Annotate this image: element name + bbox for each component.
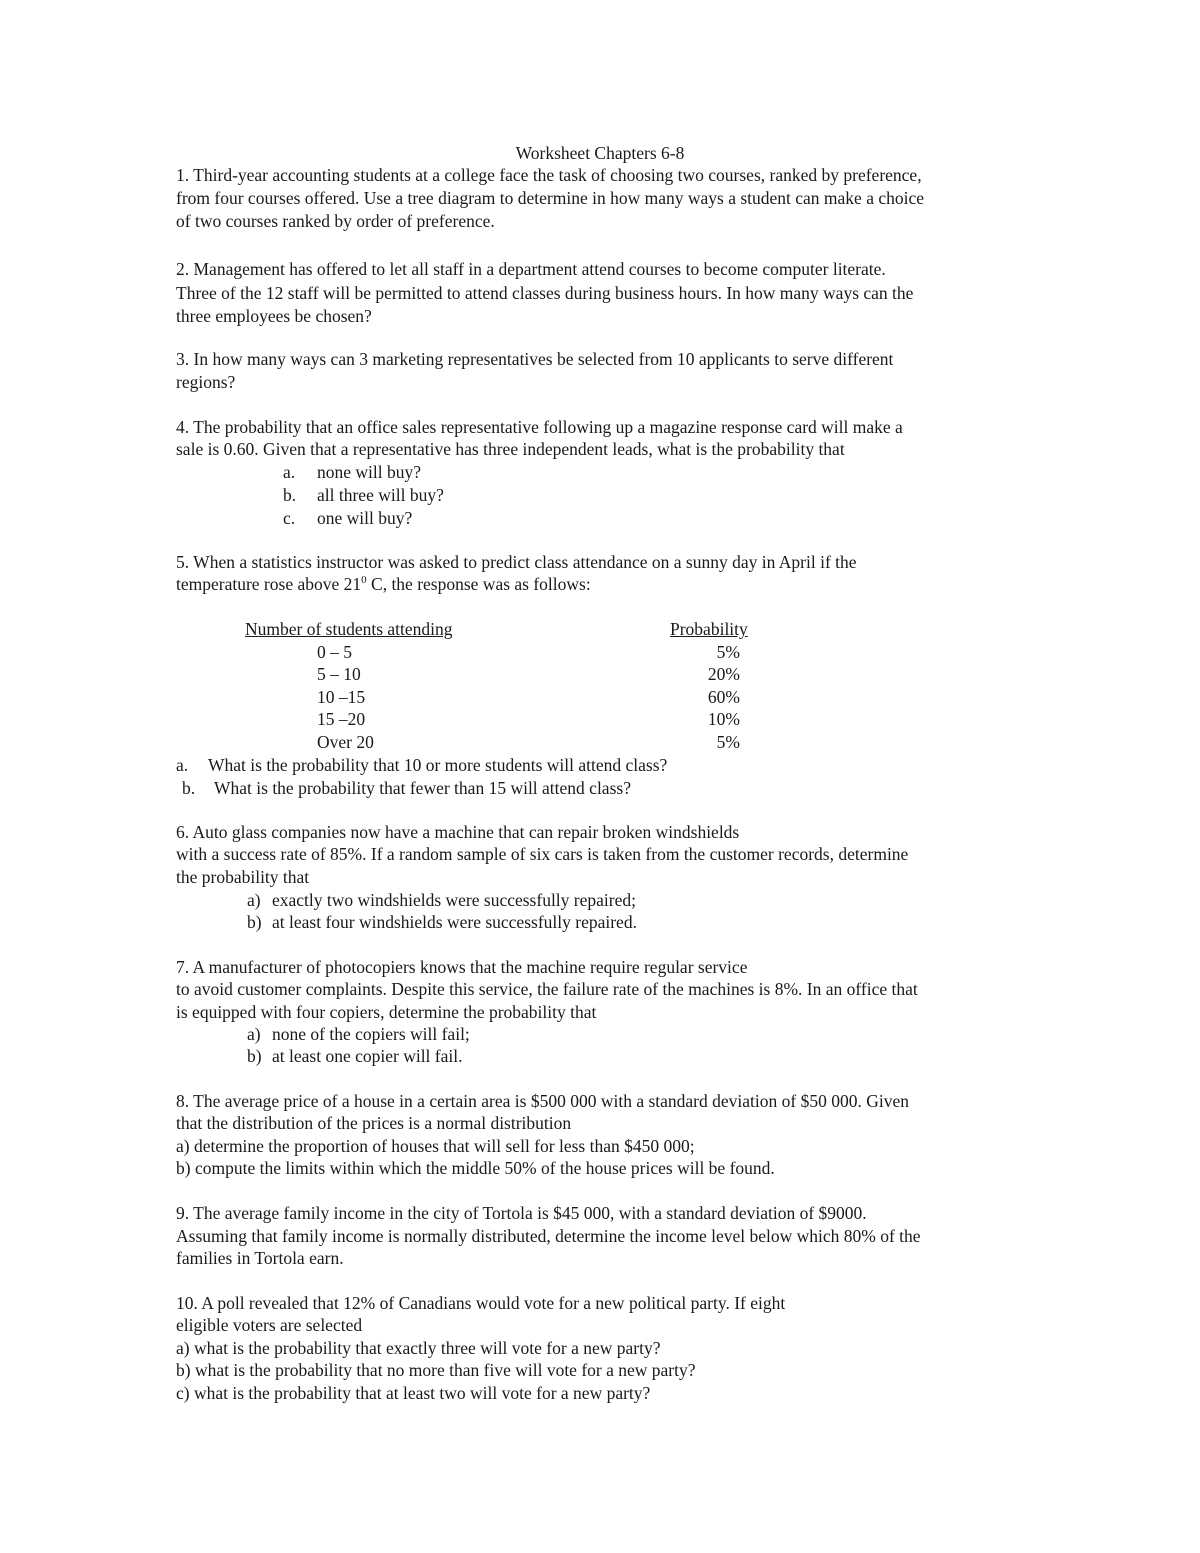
degree-superscript: 0 <box>361 574 367 587</box>
question-10-line: c) what is the probability that at least two will vote for a new party? <box>176 1383 651 1403</box>
question-6-part-label: b) <box>247 912 262 932</box>
page-title: Worksheet Chapters 6-8 <box>515 143 685 163</box>
question-5-part-text: What is the probability that fewer than 15 will attend class? <box>214 778 631 798</box>
question-2-line: three employees be chosen? <box>176 306 372 326</box>
question-4-part-label: a. <box>283 462 296 482</box>
question-1-line: 1. Third-year accounting students at a college face the task of choosing two courses, ranked by preference, <box>176 165 922 185</box>
table-header-probability: Probability <box>670 619 748 639</box>
question-5-part-label: b. <box>182 778 196 798</box>
question-10-line: a) what is the probability that exactly three will vote for a new party? <box>176 1338 661 1358</box>
table-cell-range: 15 –20 <box>317 709 366 729</box>
question-6-line: 6. Auto glass companies now have a machine that can repair broken windshields <box>176 822 740 842</box>
table-cell-range: 0 – 5 <box>317 642 352 662</box>
question-8-line: a) determine the proportion of houses that will sell for less than $450 000; <box>176 1136 695 1156</box>
question-4-line: sale is 0.60. Given that a representative has three independent leads, what is the probability that <box>176 439 845 459</box>
question-6-line: the probability that <box>176 867 310 887</box>
question-2-line: Three of the 12 staff will be permitted to attend classes during business hours. In how many ways can the <box>176 283 914 303</box>
table-cell-prob: 5% <box>716 642 740 662</box>
question-5-line: 5. When a statistics instructor was asked to predict class attendance on a sunny day in April if the <box>176 552 857 572</box>
question-9-line: families in Tortola earn. <box>176 1248 344 1268</box>
question-8-line: that the distribution of the prices is a normal distribution <box>176 1113 572 1133</box>
question-9-line: 9. The average family income in the city of Tortola is $45 000, with a standard deviation of $9000. <box>176 1203 867 1223</box>
question-5-text: C, the response was as follows: <box>366 574 591 594</box>
question-4-part-text: one will buy? <box>317 508 413 528</box>
question-1-line: from four courses offered. Use a tree diagram to determine in how many ways a student can make a choice <box>176 188 925 208</box>
question-5-line <box>176 573 591 595</box>
question-4-part-label: c. <box>283 508 296 528</box>
question-6-part-label: a) <box>247 890 261 910</box>
question-10-line: b) what is the probability that no more than five will vote for a new party? <box>176 1360 696 1380</box>
question-7-line: 7. A manufacturer of photocopiers knows that the machine require regular service <box>176 957 748 977</box>
table-cell-range: 5 – 10 <box>317 664 361 684</box>
question-6-line: with a success rate of 85%. If a random sample of six cars is taken from the customer records, determine <box>176 844 909 864</box>
question-5-part-text: What is the probability that 10 or more students will attend class? <box>208 755 668 775</box>
question-6-part-text: exactly two windshields were successfully repaired; <box>272 890 636 910</box>
question-7-part-label: a) <box>247 1024 261 1044</box>
question-4-part-text: none will buy? <box>317 462 422 482</box>
question-3-line: regions? <box>176 372 236 392</box>
question-4-part-text: all three will buy? <box>317 485 444 505</box>
table-cell-prob: 60% <box>707 687 740 707</box>
question-4-part-label: b. <box>283 485 297 505</box>
question-10-line: eligible voters are selected <box>176 1315 363 1335</box>
question-8-line: 8. The average price of a house in a certain area is $500 000 with a standard deviation of $50 000. Given <box>176 1091 909 1111</box>
question-7-part-text: none of the copiers will fail; <box>272 1024 470 1044</box>
question-4-line: 4. The probability that an office sales representative following up a magazine response card will make a <box>176 417 903 437</box>
question-3-line: 3. In how many ways can 3 marketing representatives be selected from 10 applicants to serve different <box>176 349 894 369</box>
table-cell-range: Over 20 <box>317 732 374 752</box>
table-cell-prob: 5% <box>716 732 740 752</box>
question-7-line: to avoid customer complaints. Despite this service, the failure rate of the machines is 8%. In an office that <box>176 979 918 999</box>
question-7-part-label: b) <box>247 1046 262 1066</box>
question-6-part-text: at least four windshields were successfully repaired. <box>272 912 637 932</box>
question-7-line: is equipped with four copiers, determine the probability that <box>176 1002 597 1022</box>
question-7-part-text: at least one copier will fail. <box>272 1046 463 1066</box>
question-1-line: of two courses ranked by order of preference. <box>176 211 495 231</box>
table-cell-range: 10 –15 <box>317 687 366 707</box>
question-10-line: 10. A poll revealed that 12% of Canadians would vote for a new political party. If eight <box>176 1293 786 1313</box>
question-8-line: b) compute the limits within which the middle 50% of the house prices will be found. <box>176 1158 775 1178</box>
question-2-line: 2. Management has offered to let all staff in a department attend courses to become computer literate. <box>176 259 886 279</box>
table-cell-prob: 20% <box>707 664 740 684</box>
table-cell-prob: 10% <box>707 709 740 729</box>
table-header-students: Number of students attending <box>245 619 453 639</box>
question-9-line: Assuming that family income is normally distributed, determine the income level below which 80% of the <box>176 1226 921 1246</box>
question-5-part-label: a. <box>176 755 189 775</box>
question-5-text: temperature rose above 21 <box>176 574 362 594</box>
